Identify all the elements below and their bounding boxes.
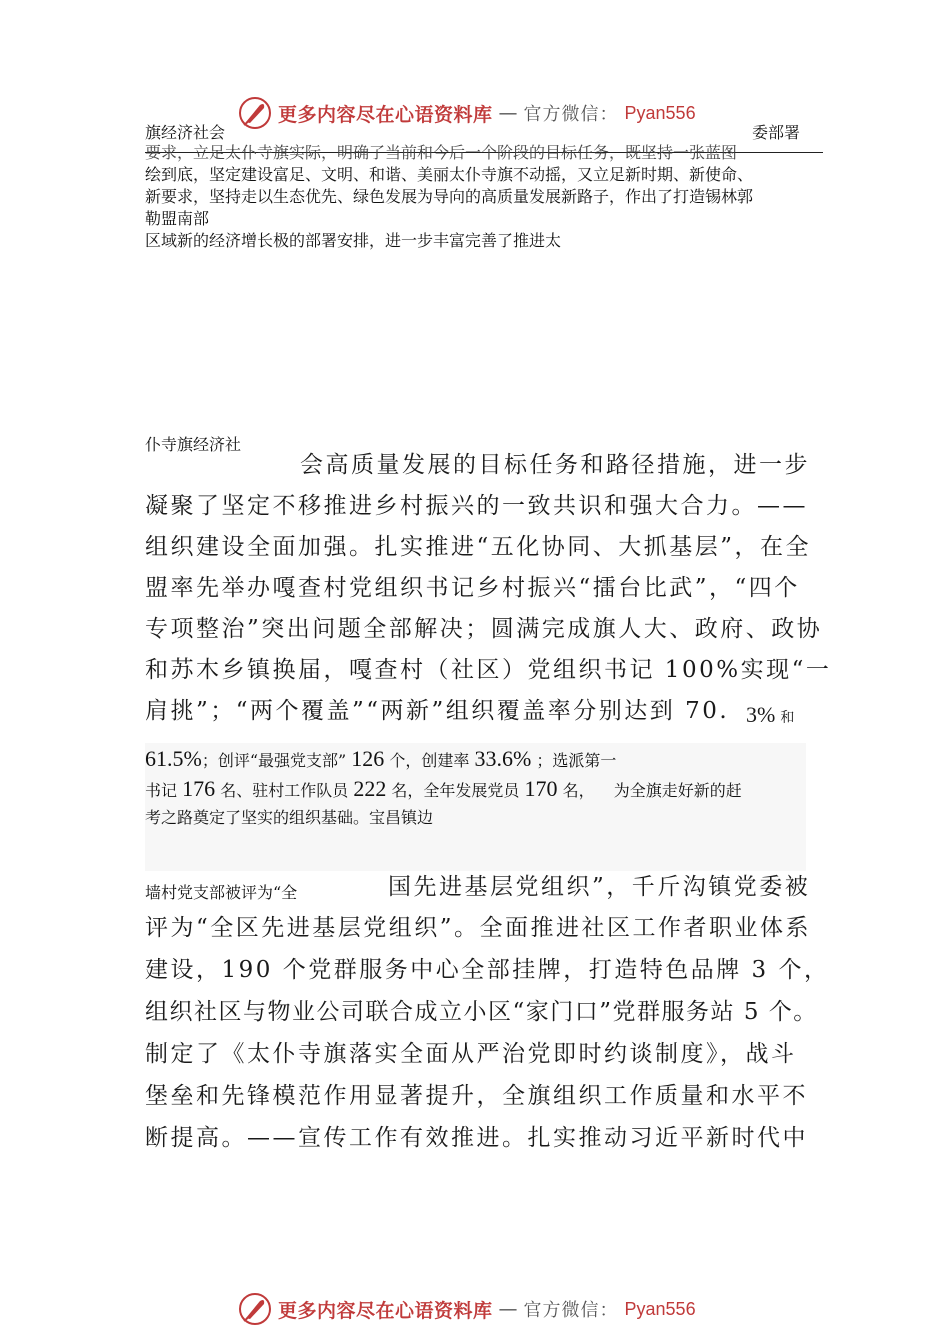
stats-row-2 [145,776,742,802]
lower-small-label: 墙村党支部被评为“全 [145,883,298,902]
stat-row2-text5: 为全旗走好新的赶 [613,781,742,800]
stat-new-member-count: 170 [524,776,558,801]
lower-line-1: 国先进基层党组织”，千斤沟镇党委被 [388,874,811,900]
lower-line-4: 组织社区与物业公司联合成立小区“家门口”党群服务站 5 个。 [145,999,818,1025]
top-line1-right: 委部署 [752,123,801,142]
banner-separator: — [498,1298,518,1320]
lower-line-3: 建设，190 个党群服务中心全部挂牌，打造特色品牌 3 个， [145,957,830,983]
stat-row2-text3: 名，全年发展党员 [391,781,520,800]
top-line4: 新要求，坚持走以生态优先、绿色发展为导向的高质量发展新路子，作出了打造锡林郭 [145,187,754,206]
mid-line-4: 盟率先举办嘎查村党组织书记乡村振兴“擂台比武”，“四个 [145,575,800,601]
top-line5: 勒盟南部 [145,209,210,228]
mid-line-7: 肩挑”；“两个覆盖”“两新”组织覆盖率分别达到 70. [145,698,730,724]
mid-line-2: 凝聚了坚定不移推进乡村振兴的一致共识和强大合力。—— [145,493,808,519]
stat-coverage-rate: 61.5% [145,746,202,771]
banner-wechat-label: 官方微信： [523,1300,619,1321]
banner-main-text: 更多内容尽在心语资料库 [278,103,493,126]
lower-line-5: 制定了《太仆寺旗落实全面从严治党即时约谈制度》，战斗 [145,1041,797,1067]
mid-line-3: 组织建设全面加强。扎实推进“五化协同、大抓基层”，在全 [145,534,812,560]
quill-logo-icon [238,96,272,130]
stat-row2-text2: 名、驻村工作队员 [220,781,349,800]
lower-line-2: 评为“全区先进基层党组织”。全面推进社区工作者职业体系 [145,915,812,941]
top-line3: 绘到底，坚定建设富足、文明、和谐、美丽太仆寺旗不动摇，又立足新时期、新使命、 [145,165,754,184]
top-banner [238,96,696,130]
banner-main-text: 更多内容尽在心语资料库 [278,1299,493,1322]
stat-secretary-count: 176 [182,776,216,801]
top-line1-left: 旗经济社会 [145,123,226,142]
stat-team-member-count: 222 [353,776,387,801]
stat-strongest-branch-count: 126 [351,746,385,771]
banner-wechat-id: Pyan556 [624,102,696,123]
stat-row1-text2: 个，创建率 [389,751,470,770]
bottom-banner [238,1292,696,1326]
stats-row-1 [145,746,616,772]
top-line6: 区域新的经济增长极的部署安排，进一步丰富完善了推进太 [145,231,562,250]
banner-wechat-id: Pyan556 [624,1298,696,1319]
mid-tail-word: 和 [780,710,795,726]
stat-creation-rate: 33.6% [474,746,532,771]
top-line2: 要求，立足太仆寺旗实际，明确了当前和今后一个阶段的目标任务，既坚持一张蓝图 [145,143,738,162]
banner-wechat-label: 官方微信： [523,104,619,125]
stat-row2-text1: 书记 [145,781,178,800]
mid-line-6: 和苏木乡镇换届，嘎查村（社区）党组织书记 100%实现“一 [145,657,832,683]
quill-logo-icon [238,1292,272,1326]
stat-row1-text1: ；创评“最强党支部” [201,751,347,770]
stats-row-3: 考之路奠定了坚实的组织基础。宝昌镇边 [145,808,434,827]
stat-row2-text4: 名， [562,781,595,800]
banner-separator: — [498,102,518,124]
lower-line-7: 断提高。——宣传工作有效推进。扎实推动习近平新时代中 [145,1125,808,1151]
mid-small-label: 仆寺旗经济社 [145,435,242,454]
stat-row1-text3: ；选派第一 [536,751,617,770]
mid-line-5: 专项整治”突出问题全部解决；圆满完成旗人大、政府、政协 [145,616,823,642]
mid-line-1: 会高质量发展的目标任务和路径措施，进一步 [300,452,810,478]
mid-tail-number: 3% [746,702,776,727]
lower-line-6: 堡垒和先锋模范作用显著提升，全旗组织工作质量和水平不 [145,1083,808,1109]
mid-line-7-tail [746,702,794,728]
